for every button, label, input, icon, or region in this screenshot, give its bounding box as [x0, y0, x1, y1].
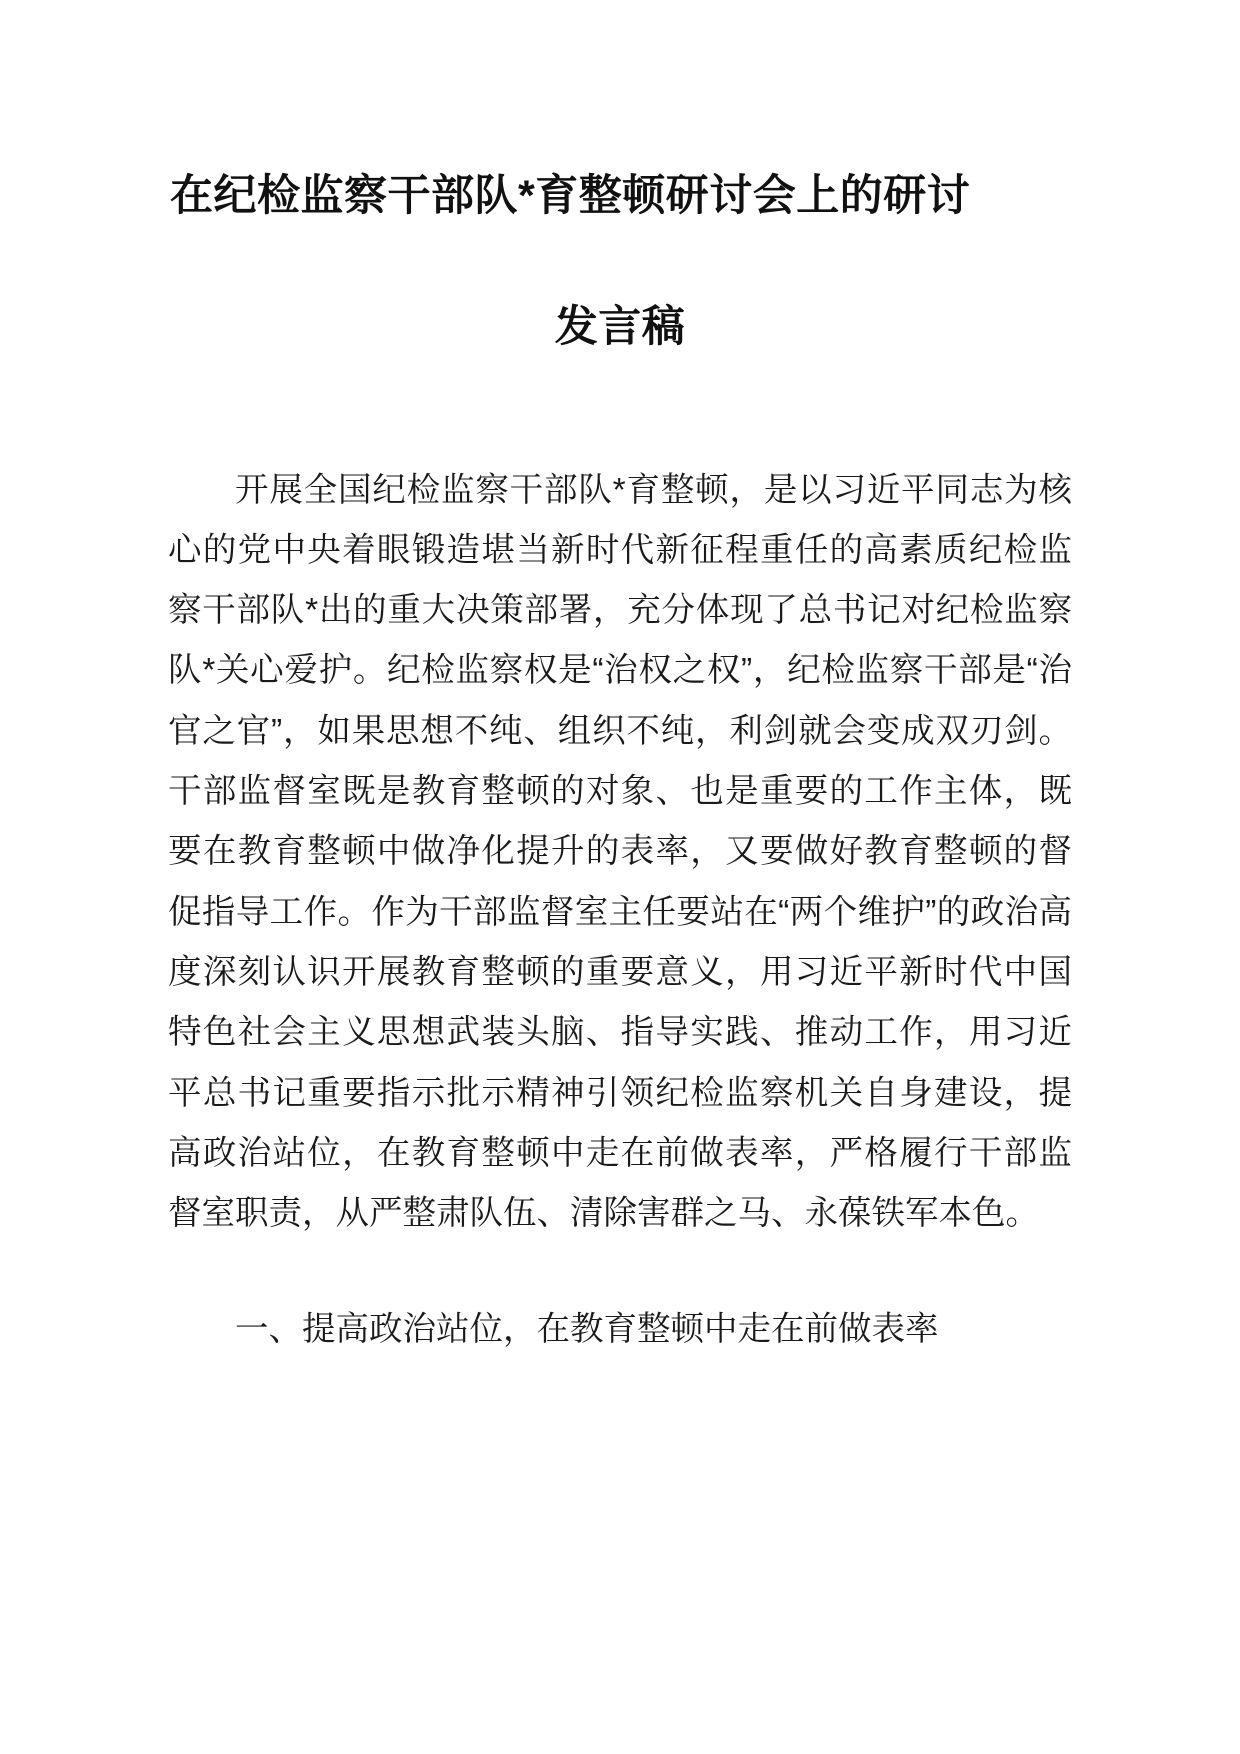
document-title-line-1: 在纪检监察干部队*育整顿研讨会上的研讨	[170, 172, 971, 220]
section-heading-one: 一、提高政治站位，在教育整顿中走在前做表率	[235, 1311, 939, 1349]
document-body	[168, 0, 1072, 1361]
document-title	[168, 0, 1072, 359]
document-title-line-2: 发言稿	[554, 302, 686, 351]
body-paragraph-intro: 开展全国纪检监察干部队*育整顿，是以习近平同志为核心的党中央着眼锻造堪当新时代新征程重任的高素质纪检监察干部队*出的重大决策部署，充分体现了总书记对纪检监察队*关心爱护。纪检监察权是“治权之权”，纪检监察干部是“治官之官”，如果思想不纯、组织不纯，利剑就会变成双刃剑。干部监督室既是教育整顿的对象、也是重要的工作主体，既要在教育整顿中做净化提升的表率，又要做好教育整顿的督促指导工作。作为干部监督室主任要站在“两个维护”的政治高度深刻认识开展教育整顿的重要意义，用习近平新时代中国特色社会主义思想武装头脑、指导实践、推动工作，用习近平总书记重要指示批示精神引领纪检监察机关自身建设，提高政治站位，在教育整顿中走在前做表率，严格履行干部监督室职责，从严整肃队伍、清除害群之马、永葆铁军本色。	[168, 471, 1072, 1233]
